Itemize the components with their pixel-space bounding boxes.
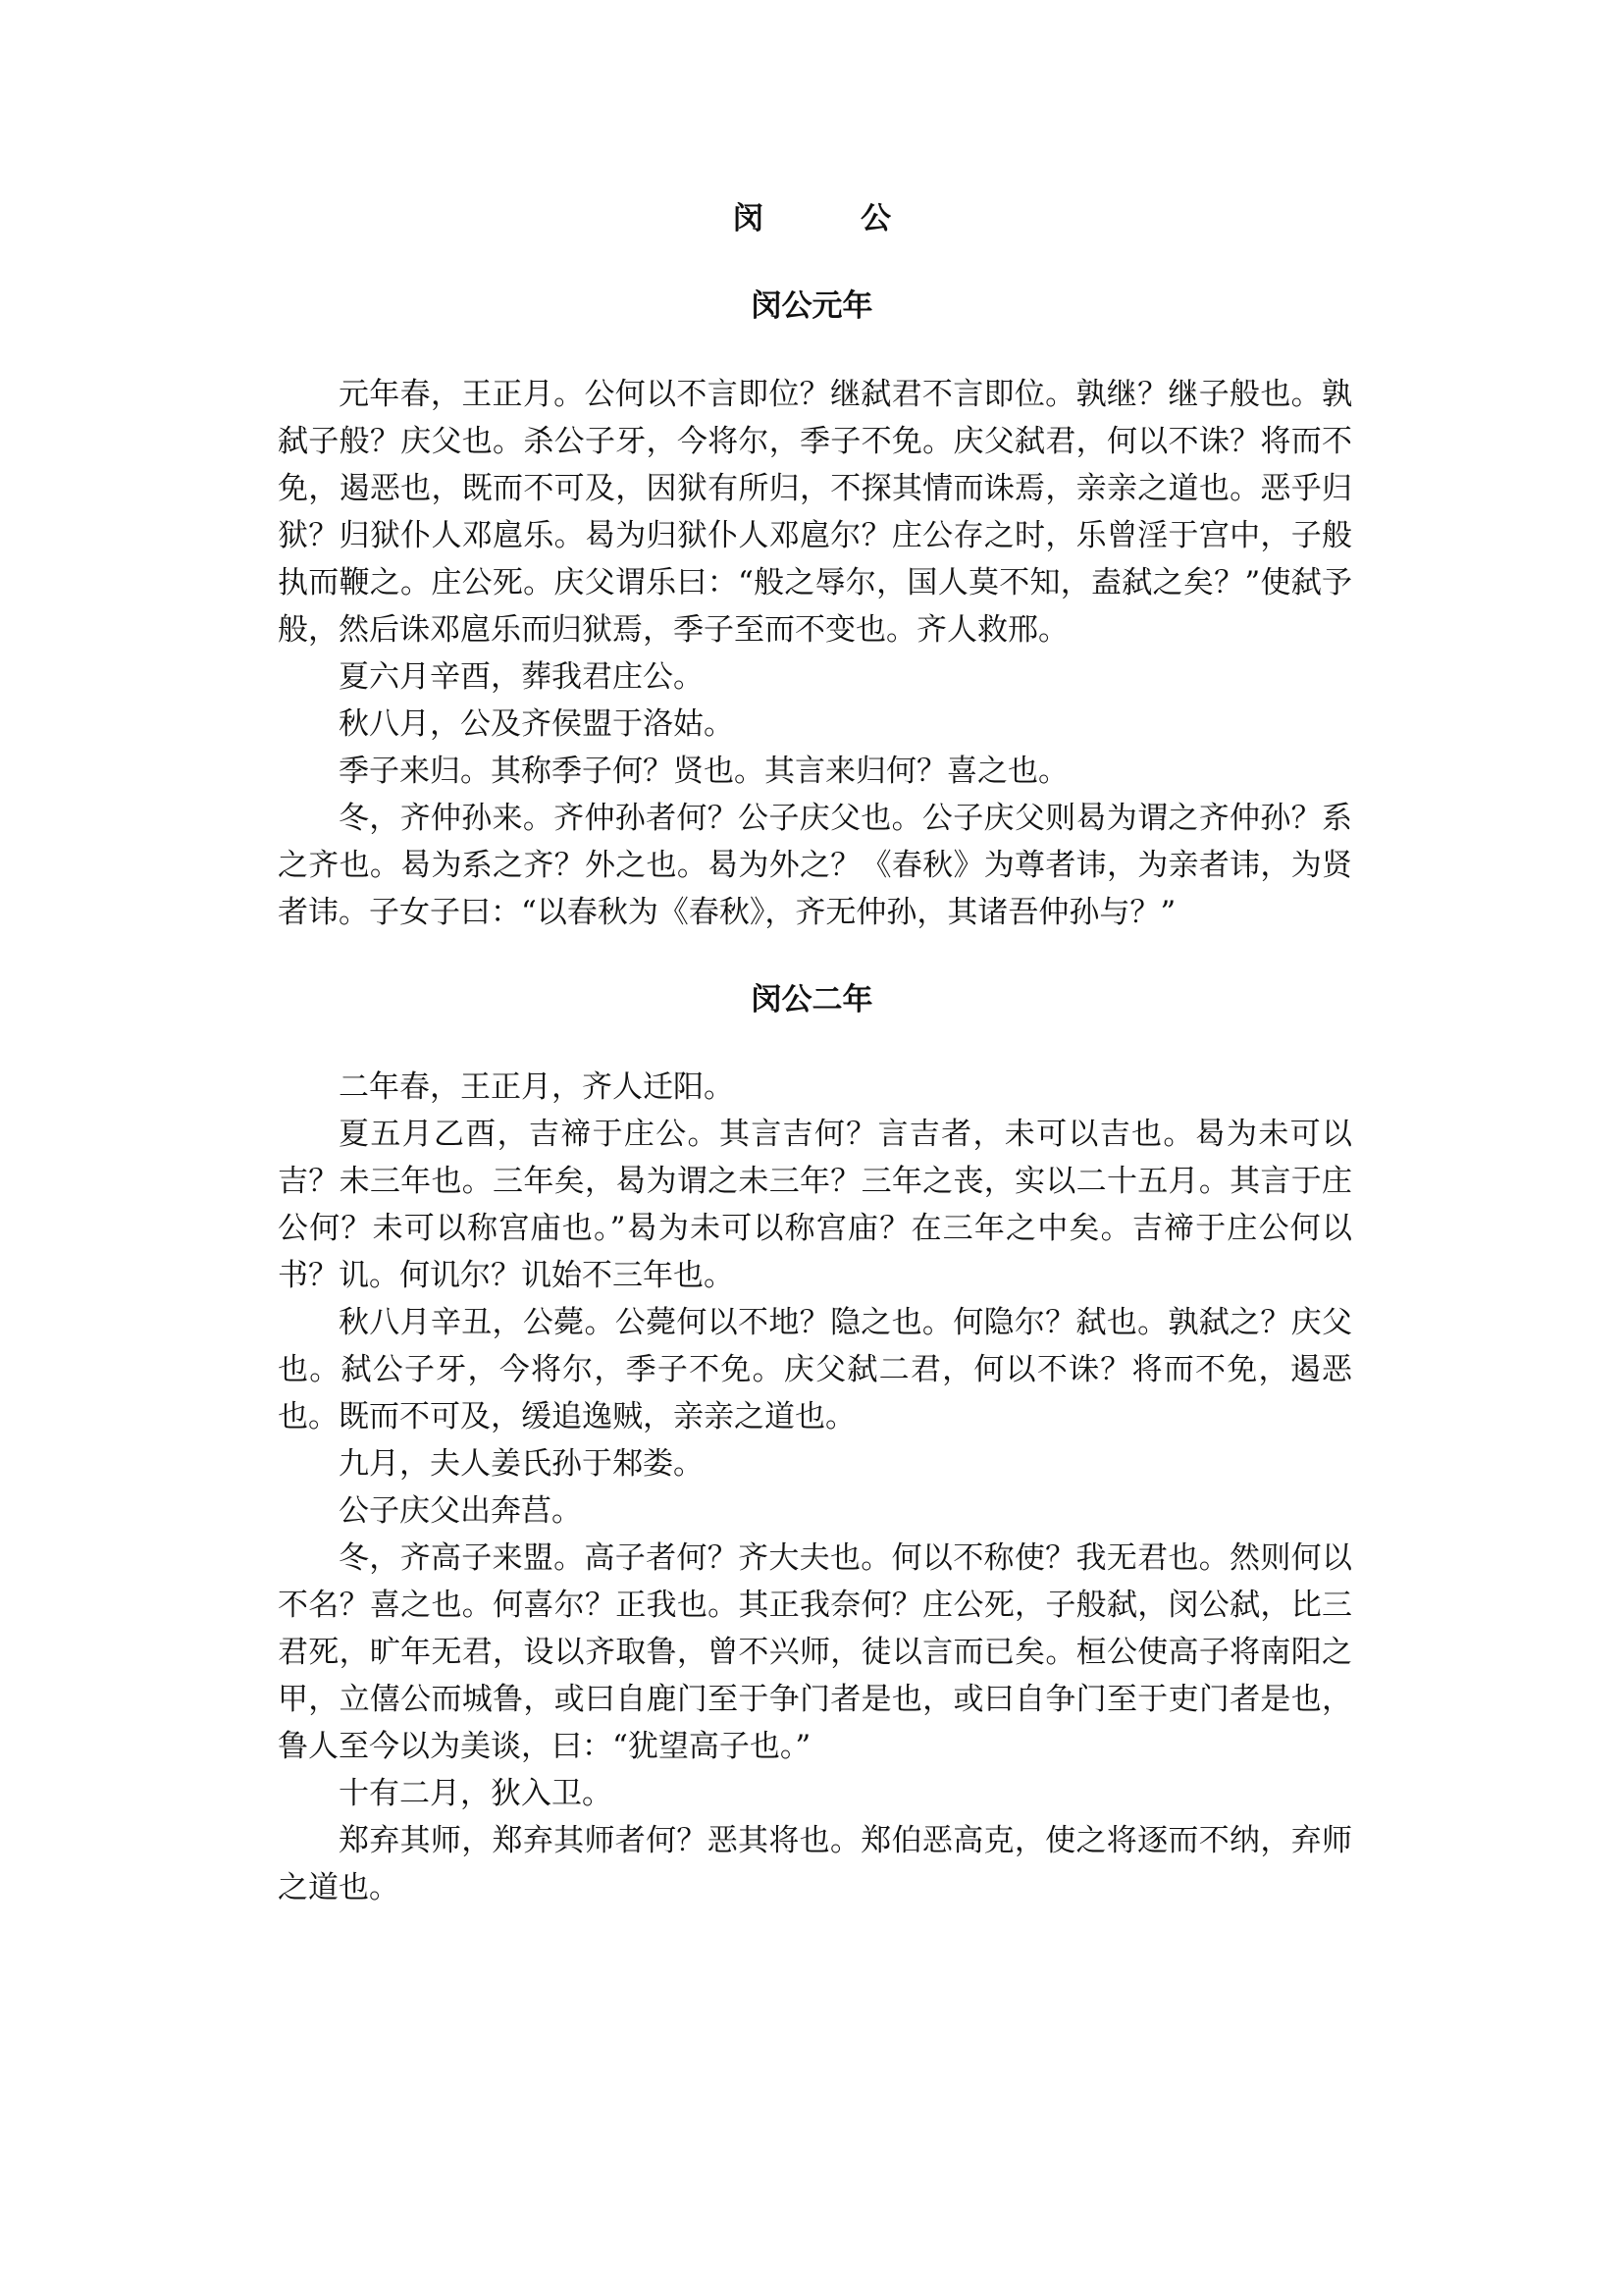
section-body-year-2: [278, 1064, 1352, 1911]
paragraph: 公子庆父出奔莒。: [339, 1493, 582, 1529]
paragraph: 冬，齐高子来盟。高子者何？齐大夫也。何以不称使？我无君也。然则何以不名？喜之也。何喜尔？正我也。其正我奈何？庄公死，子般弑，闵公弑，比三君死，旷年无君，设以齐取鲁，曾不兴师，徒以言而已矣。桓公使高子将南阳之甲，立僖公而城鲁，或曰自鹿门至于争门者是也，或曰自争门至于吏门者是也，鲁人至今以为美谈，曰：“犹望高子也。”: [278, 1540, 1352, 1764]
paragraph: 冬，齐仲孙来。齐仲孙者何？公子庆父也。公子庆父则曷为谓之齐仲孙？系之齐也。曷为系之齐？外之也。曷为外之？《春秋》为尊者讳，为亲者讳，为贤者讳。子女子曰：“以春秋为《春秋》，齐无仲孙，其诸吾仲孙与？”: [278, 801, 1352, 930]
page-title: 闵 公: [733, 201, 924, 236]
paragraph: 二年春，王正月，齐人迁阳。: [339, 1069, 734, 1105]
paragraph: 秋八月辛丑，公薨。公薨何以不地？隐之也。何隐尔？弑也。孰弑之？庆父也。弑公子牙，今将尔，季子不免。庆父弑二君，何以不诛？将而不免，遏恶也。既而不可及，缓追逸贼，亲亲之道也。: [278, 1305, 1352, 1434]
paragraph: 元年春，王正月。公何以不言即位？继弑君不言即位。孰继？继子般也。孰弑子般？庆父也。杀公子牙，今将尔，季子不免。庆父弑君，何以不诛？将而不免，遏恶也，既而不可及，因狱有所归，不探其情而诛焉，亲亲之道也。恶乎归狱？归狱仆人邓扈乐。曷为归狱仆人邓扈尔？庄公存之时，乐曾淫于宫中，子般执而鞭之。庄公死。庆父谓乐曰：“般之辱尔，国人莫不知，盍弑之矣？”使弑予般，然后诛邓扈乐而归狱焉，季子至而不变也。齐人救邢。: [278, 377, 1352, 648]
paragraph: 秋八月，公及齐侯盟于洛姑。: [339, 706, 734, 742]
section-body-year-1: [278, 371, 1352, 936]
section-heading-year-1: 闵公元年: [751, 288, 873, 324]
paragraph: 九月，夫人姜氏孙于邾娄。: [339, 1446, 704, 1482]
paragraph: 郑弃其师，郑弃其师者何？恶其将也。郑伯恶高克，使之将逐而不纳，弃师之道也。: [278, 1823, 1352, 1905]
paragraph: 十有二月，狄入卫。: [339, 1776, 612, 1811]
paragraph: 季子来归。其称季子何？贤也。其言来归何？喜之也。: [339, 754, 1069, 789]
paragraph: 夏五月乙酉，吉禘于庄公。其言吉何？言吉者，未可以吉也。曷为未可以吉？未三年也。三年矣，曷为谓之未三年？三年之丧，实以二十五月。其言于庄公何？未可以称宫庙也。”曷为未可以称宫庙？在三年之中矣。吉禘于庄公何以书？讥。何讥尔？讥始不三年也。: [278, 1117, 1352, 1293]
paragraph: 夏六月辛酉，葬我君庄公。: [339, 659, 704, 695]
section-heading-year-2: 闵公二年: [751, 982, 873, 1017]
